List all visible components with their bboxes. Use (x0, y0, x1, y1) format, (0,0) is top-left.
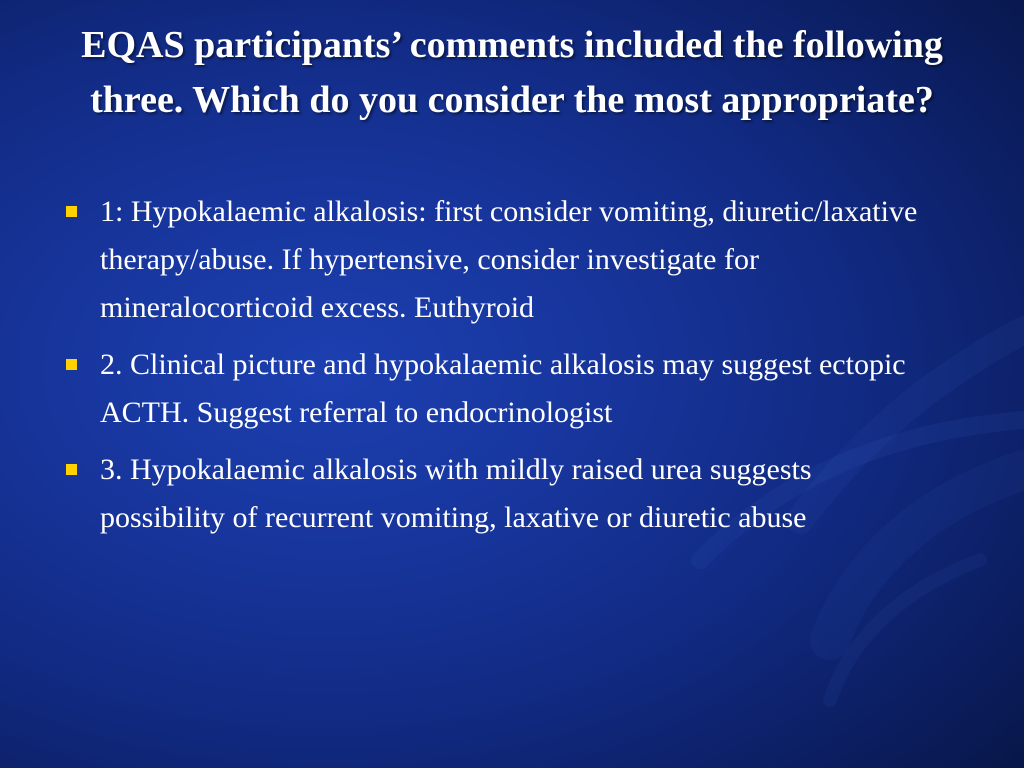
bullet-text: 1: Hypokalaemic alkalosis: first consider vomiting, diuretic/laxative therapy/abuse. If hypertensive, consider investigate for mineralocorticoid excess. Euthyroid (100, 195, 918, 324)
square-bullet-icon (66, 464, 77, 475)
bullet-text: 2. Clinical picture and hypokalaemic alkalosis may suggest ectopic ACTH. Suggest referral to endocrinologist (100, 348, 906, 429)
bullet-list (60, 188, 940, 551)
bullet-text: 3. Hypokalaemic alkalosis with mildly raised urea suggests possibility of recurrent vomiting, laxative or diuretic abuse (100, 453, 812, 534)
square-bullet-icon (66, 359, 77, 370)
square-bullet-icon (66, 206, 77, 217)
bullet-item (60, 188, 940, 332)
bullet-item (60, 341, 940, 437)
slide-title: EQAS participants’ comments included the following three. Which do you consider the most appropriate? (81, 24, 943, 121)
bullet-item (60, 446, 940, 542)
